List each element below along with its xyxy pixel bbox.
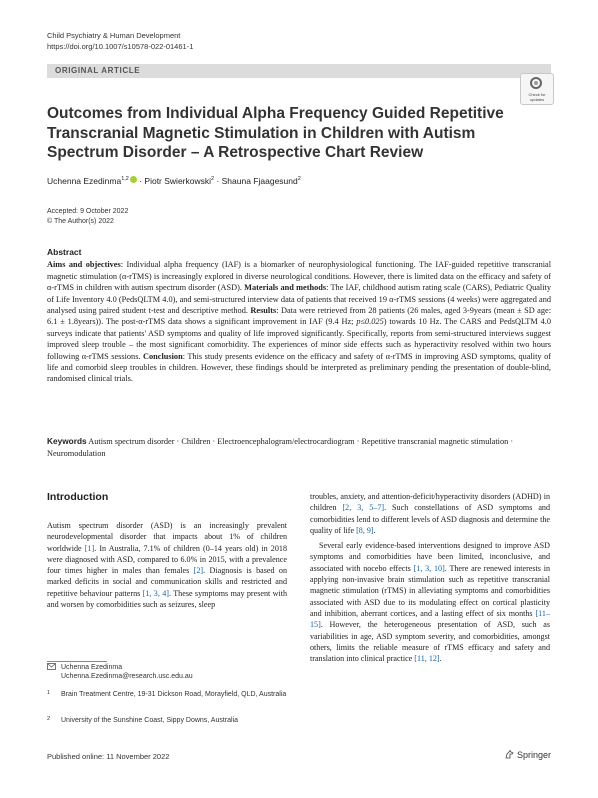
text-run: . Diagnosis is based on marked deficits in social and communication skills and restricted and repetitive behaviour patterns	[47, 566, 287, 598]
journal-doi[interactable]: https://doi.org/10.1007/s10578-022-01461-1	[47, 41, 194, 51]
text-run: . Such constellations of ASD symptoms and comorbidities lend to different levels of ASD diagnosis and determine the quality of life	[310, 503, 551, 535]
author-separator: ·	[214, 176, 222, 186]
text-run: . However, the heterogeneous presentation of ASD, such as variabilities in age, ASD symptom severity, and comorbidities, amongst others, limits the reliable measure of rTMS efficacy and safety and translation into clinical practice	[310, 620, 550, 664]
author-name[interactable]: Shauna Fjaagesund	[221, 176, 298, 186]
author-affiliation-sup: 2	[211, 176, 215, 183]
citation-link[interactable]: [11, 12]	[414, 654, 440, 664]
author-affiliation-sup: 1,2	[121, 176, 129, 183]
citation-link[interactable]: [1, 3, 10]	[413, 563, 445, 573]
contact-email[interactable]: Uchenna.Ezedinma@research.usc.edu.au	[61, 673, 193, 681]
check-for-updates-label: Check for updates	[528, 92, 546, 102]
paragraph	[47, 520, 287, 610]
left-column-text	[47, 520, 287, 610]
results-p-value: p≤0.025	[356, 317, 384, 327]
keywords-text: Autism spectrum disorder · Children · Electroencephalogram/electrocardiogram · Repetitive transcranial magnetic stimulation · Neuromodulation	[47, 437, 514, 458]
author-name[interactable]: Uchenna Ezedinma	[47, 176, 122, 186]
publisher-logo[interactable]	[505, 750, 551, 760]
author-list	[47, 176, 301, 186]
text-run: . There are renewed interests in applying non-invasive brain stimulation such as repetitive transcranial magnetic stimulation (rTMS) in alleviating symptoms and comorbidities associated with ASD due to its modulating effect on cortical plasticity and inhibition, aberrant cortices, and a lasting effect of six months	[310, 563, 550, 618]
affiliation-number: 1	[47, 690, 51, 696]
journal-header	[47, 31, 193, 52]
keywords-label: Keywords	[47, 436, 87, 446]
text-run: troubles, anxiety, and attention-deficit/hyperactivity disorders (ADHD) in children	[310, 492, 550, 513]
affiliation-text: University of the Sunshine Coast, Sippy Downs, Australia	[61, 717, 239, 724]
affiliation-number: 2	[47, 716, 51, 722]
published-online-date: Published online: 11 November 2022	[47, 752, 170, 761]
abstract-heading: Abstract	[47, 247, 82, 257]
citation-link[interactable]: [11–15]	[310, 608, 550, 630]
right-column-text	[310, 491, 550, 664]
affiliation-text: Brain Treatment Centre, 19-31 Dickson Road, Morayfield, QLD, Australia	[61, 691, 287, 698]
author-affiliation-sup: 2	[297, 176, 301, 183]
text-run: Several early evidence-based interventions designed to improve ASD symptoms and comorbidities have been limited, inconclusive, and associated with nocebo effects	[310, 541, 550, 573]
article-dates	[47, 207, 128, 226]
text-run: . These symptoms may present with and worsen by comorbidities such as seizures, sleep	[47, 588, 288, 610]
citation-link[interactable]: [2]	[193, 566, 204, 576]
paragraph	[310, 491, 550, 536]
text-run: . In Australia, 7.1% of children (0–14 years old) in 2018 were diagnosed with ASD, compared to 6.0% in 2015, with a prevalence four times higher in males than females	[47, 543, 287, 576]
article-title: Outcomes from Individual Alpha Frequency Guided Repetitive Transcranial Magnetic Stimulation in Children with Autism Spectrum Disorder – A Retrospective Chart Review	[47, 105, 504, 161]
author-name[interactable]: Piotr Swierkowski	[144, 176, 212, 186]
publisher-name: Springer	[517, 750, 552, 760]
methods-label: Materials and methods	[244, 283, 327, 293]
contact-name: Uchenna Ezedinma	[61, 664, 123, 671]
aims-label: Aims and objectives	[47, 260, 121, 270]
citation-link[interactable]: [1]	[84, 543, 95, 553]
results-text: : Data were retrieved from 28 patients (26 males, aged 3-9years (mean ± SD age: 6.1 ± 1.8years)). The post-α-rTMS data shows a significant improvement in IAF (9.4 Hz;	[47, 306, 551, 327]
footnote-divider	[47, 661, 107, 662]
author-separator: ·	[136, 176, 145, 186]
corresponding-author	[47, 663, 297, 683]
text-run: Autism spectrum disorder (ASD) is an increasingly prevalent neurodevelopmental disorder that impacts about 1% of children worldwide	[47, 521, 287, 553]
results-label: Results	[250, 306, 277, 316]
citation-link[interactable]: [8, 9]	[356, 525, 374, 535]
methods-text: : The IAF, childhood autism rating scale (CARS), Pediatric Quality of Life Inventory 4.0 (PedsQLTM 4.0), and semi-structured interview data of patients that received 19 α-rTMS sessions (4 weeks) were aggregated and analysed using paired student t-test and descriptive method.	[47, 283, 551, 316]
affiliation-1	[47, 690, 297, 710]
envelope-icon	[47, 663, 56, 673]
abstract-section	[47, 247, 551, 385]
results-text: ) towards 10 Hz. The CARS and PedsQLTM 4.0 surveys indicate that patients' ASD symptoms and quality of life improved significantly. Specifically, reports from semi-structured interviews suggest improved sleep trouble – the most significant comorbidity. The experiences of minor side effects such as hyperactivity resolved within two hours following α-rTMS sessions.	[47, 317, 551, 361]
conclusion-label: Conclusion	[143, 351, 183, 361]
springer-horse-icon	[505, 750, 514, 759]
check-for-updates-icon[interactable]	[520, 73, 554, 105]
accepted-date: Accepted: 9 October 2022	[47, 208, 129, 215]
check-ring-icon	[530, 77, 542, 89]
affiliation-2	[47, 716, 297, 728]
text-run: .	[439, 654, 442, 664]
citation-link[interactable]: [2, 3, 5–7]	[342, 503, 385, 513]
article-type-banner	[47, 64, 551, 78]
text-run: .	[373, 525, 376, 535]
citation-link[interactable]: [1, 3, 4]	[142, 588, 169, 598]
copyright-line: © The Author(s) 2022	[47, 217, 114, 225]
orcid-icon[interactable]	[130, 176, 137, 183]
conclusion-text: : This study presents evidence on the efficacy and safety of α-rTMS in improving ASD symptoms, quality of life and comorbid sleep troubles in children. However, these findings should be interpreted as preliminary pending the presentation of double-blind, randomised clinical trials.	[47, 351, 551, 384]
article-type-label: ORIGINAL ARTICLE	[55, 66, 141, 75]
paragraph	[310, 540, 550, 664]
keywords-section	[47, 436, 551, 459]
aims-text: : Individual alpha frequency (IAF) is a biomarker of neurophysiological functioning. The IAF-guided repetitive transcranial magnetic stimulation (α-rTMS) is increasingly explored in diverse neurological conditions. However, there is limited data on the efficacy and safety of α-rTMS in children with autism spectrum disorder (ASD).	[47, 260, 552, 293]
journal-name: Child Psychiatry & Human Development	[47, 31, 181, 40]
introduction-heading: Introduction	[47, 491, 109, 503]
abstract-body	[47, 259, 551, 384]
